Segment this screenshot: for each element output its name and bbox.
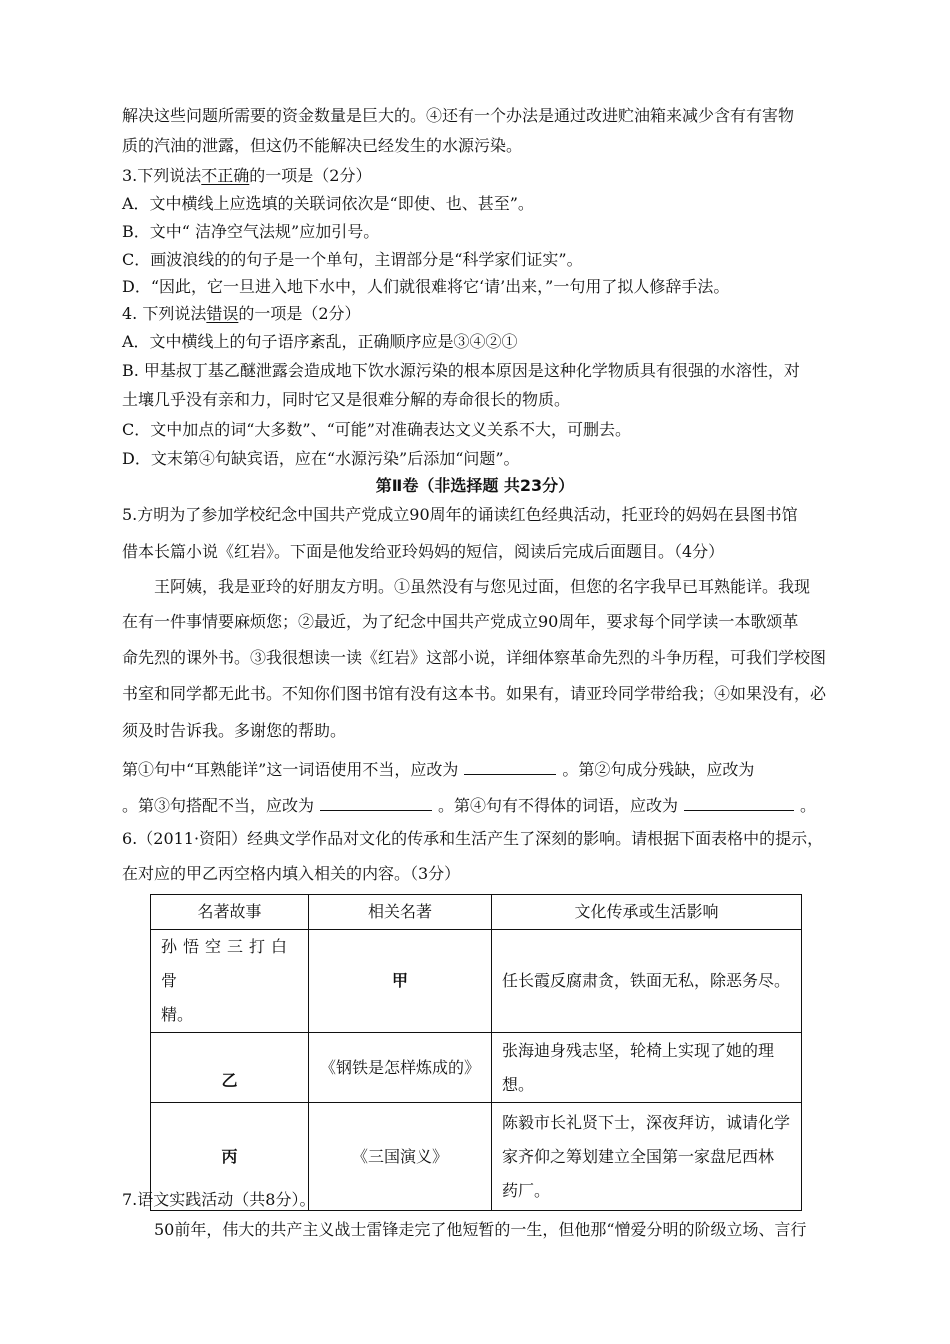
- question-7-stem: 7.语文实践活动（共8分）。: [122, 1190, 316, 1209]
- option-b: B. 甲基叔丁基乙醚泄露会造成地下饮水源污染的根本原因是这种化学物质具有很强的水溶性，对: [122, 361, 800, 380]
- emphasis-mark: 不正确: [201, 166, 250, 185]
- option-c: C．文中加点的词“大多数”、“可能”对准确表达文义关系不大，可删去。: [122, 420, 631, 439]
- passage-line: 质的汽油的泄露，但这仍不能解决已经发生的水源污染。: [122, 136, 523, 155]
- answer-line-1: 第①句中“耳熟能详”这一词语使用不当，应改为 。第②句成分残缺，应改为: [122, 760, 755, 779]
- option-a: A．文中横线上的句子语序紊乱，正确顺序应是③④②①: [122, 332, 518, 351]
- table-cell-story: 孙悟空三打白骨 精。: [151, 930, 309, 1033]
- message-line: 须及时告诉我。多谢您的帮助。: [122, 721, 347, 740]
- message-line: 书室和同学都无此书。不知你们图书馆有没有这本书。如果有，请亚玲同学带给我；④如果没有，必: [122, 684, 827, 703]
- question-5-stem: 5.方明为了参加学校纪念中国共产党成立90周年的诵读红色经典活动，托亚玲的妈妈在县图书馆: [122, 505, 798, 524]
- table-cell-book: 《三国演义》: [309, 1103, 492, 1211]
- option-d: D．文末第④句缺宾语，应在“水源污染”后添加“问题”。: [122, 449, 520, 468]
- table-cell-book: 《钢铁是怎样炼成的》: [309, 1033, 492, 1103]
- answer-blank[interactable]: [320, 794, 432, 811]
- option-b-cont: 土壤几乎没有亲和力，同时它又是很难分解的寿命很长的物质。: [122, 390, 571, 409]
- message-line: 王阿姨，我是亚玲的好朋友方明。①虽然没有与您见过面，但您的名字我早已耳熟能详。我现: [154, 577, 811, 596]
- table-cell-impact: 张海迪身残志坚，轮椅上实现了她的理 想。: [492, 1033, 802, 1103]
- answer-blank[interactable]: [684, 794, 794, 811]
- option-b: B．文中“ 洁净空气法规”应加引号。: [122, 222, 380, 241]
- table-header: 名著故事: [151, 895, 309, 930]
- option-d: D．“因此，它一旦进入地下水中，人们就很难将它‘请’出来，”一句用了拟人修辞手法。: [122, 277, 730, 296]
- table-header: 相关名著: [309, 895, 492, 930]
- table-cell-answer[interactable]: 丙: [151, 1103, 309, 1211]
- question-3-stem: 3.下列说法不正确的一项是（2分）: [122, 166, 372, 185]
- table-cell-answer[interactable]: 甲: [309, 930, 492, 1033]
- question-7-text: 50前年，伟大的共产主义战士雷锋走完了他短暂的一生，但他那“憎爱分明的阶级立场、言行: [154, 1220, 807, 1239]
- message-line: 在有一件事情要麻烦您；②最近，为了纪念中国共产党成立90周年，要求每个同学读一本歌颂革: [122, 612, 799, 631]
- option-c: C．画波浪线的的句子是一个单句，主谓部分是“科学家们证实”。: [122, 250, 583, 269]
- message-line: 命先烈的课外书。③我很想读一读《红岩》这部小说，详细体察革命先烈的斗争历程，可我们学校图: [122, 648, 827, 667]
- table-cell-answer[interactable]: 乙: [151, 1033, 309, 1103]
- emphasis-mark: 错误: [206, 304, 239, 323]
- question-4-stem: 4. 下列说法错误的一项是（2分）: [122, 304, 361, 323]
- table-cell-impact: 任长霞反腐肃贪，铁面无私，除恶务尽。: [492, 930, 802, 1033]
- answer-line-2: 。第③句搭配不当，应改为 。第④句有不得体的词语，应改为 。: [122, 796, 817, 815]
- passage-line: 解决这些问题所需要的资金数量是巨大的。④还有一个办法是通过改进贮油箱来减少含有有害物: [122, 106, 795, 125]
- section-heading: 第Ⅱ卷（非选择题 共23分）: [375, 476, 575, 495]
- question-6-stem: 6.（2011·资阳）经典文学作品对文化的传承和生活产生了深刻的影响。请根据下面表格中的提示，: [122, 829, 824, 848]
- question-5-stem-cont: 借本长篇小说《红岩》。下面是他发给亚玲妈妈的短信，阅读后完成后面题目。（4分）: [122, 542, 725, 561]
- table-header: 文化传承或生活影响: [492, 895, 802, 930]
- literature-table: [150, 894, 802, 1211]
- option-a: A．文中横线上应选填的关联词依次是“即使、也、甚至”。: [122, 194, 534, 213]
- question-6-stem-cont: 在对应的甲乙丙空格内填入相关的内容。（3分）: [122, 864, 461, 883]
- table-cell-impact: 陈毅市长礼贤下士，深夜拜访，诚请化学 家齐仰之筹划建立全国第一家盘尼西林 药厂。: [492, 1103, 802, 1211]
- answer-blank[interactable]: [464, 758, 556, 775]
